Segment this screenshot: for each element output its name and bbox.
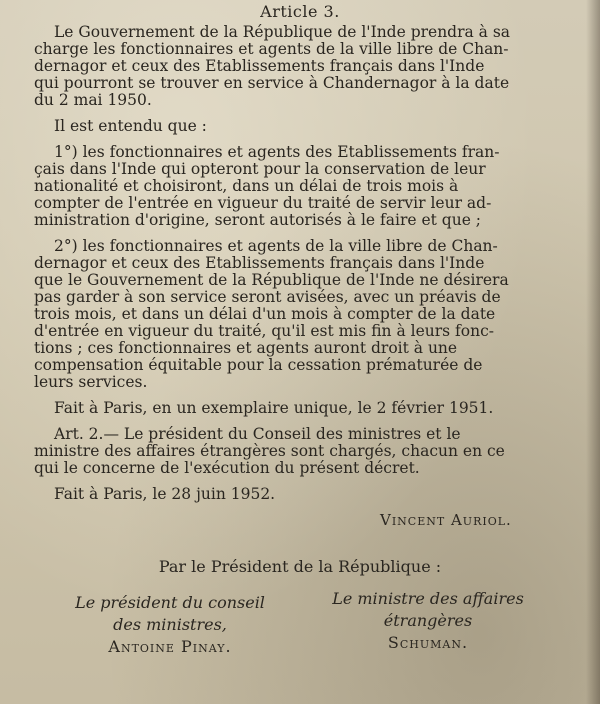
countersign-name: Antoine Pinay. xyxy=(108,637,232,656)
text-line: du 2 mai 1950. xyxy=(34,91,152,109)
text-line: nationalité et choisiront, dans un délai de trois mois à xyxy=(34,177,459,195)
text-line: Art. 2.— Le président du Conseil des ministres et le xyxy=(54,425,461,443)
text-line: çais dans l'Inde qui opteront pour la conservation de leur xyxy=(34,160,486,178)
paragraph-fait-1952 xyxy=(34,486,582,503)
page-fold-shadow xyxy=(586,0,600,704)
text-line: Fait à Paris, en un exemplaire unique, le 2 février 1951. xyxy=(54,399,494,417)
countersign-title: Le ministre des affaires xyxy=(332,589,524,608)
text-line: tions ; ces fonctionnaires et agents auront droit à une xyxy=(34,339,458,357)
text-line: dernagor et ceux des Etablissements français dans l'Inde xyxy=(34,57,485,75)
text-line: charge les fonctionnaires et agents de la ville libre de Chan- xyxy=(34,40,509,58)
text-line: compter de l'entrée en vigueur du traité de servir leur ad- xyxy=(34,194,492,212)
countersign-name: Schuman. xyxy=(387,633,469,652)
text-line: Fait à Paris, le 28 juin 1952. xyxy=(54,485,276,503)
paragraph-article-3 xyxy=(34,24,582,109)
text-line: 1°) les fonctionnaires et agents des Etablissements fran- xyxy=(54,143,500,161)
text-line: compensation équitable pour la cessation prématurée de xyxy=(34,356,483,374)
paragraph-il-est-entendu xyxy=(34,118,582,135)
article-heading: Article 3. xyxy=(260,2,340,21)
text-line: 2°) les fonctionnaires et agents de la ville libre de Chan- xyxy=(54,237,498,255)
countersign-title: Le président du conseil xyxy=(75,593,265,612)
text-line: ministration d'origine, seront autorisés à le faire et que ; xyxy=(34,211,482,229)
text-line: Le Gouvernement de la République de l'Inde prendra à sa xyxy=(54,23,511,41)
text-line: d'entrée en vigueur du traité, qu'il est mis fin à leurs fonc- xyxy=(34,322,494,340)
countersignature-left xyxy=(50,592,290,658)
text-line: leurs services. xyxy=(34,373,148,391)
text-line: qui pourront se trouver en service à Chandernagor à la date xyxy=(34,74,510,92)
text-line: que le Gouvernement de la République de l'Inde ne désirera xyxy=(34,271,509,289)
text-line: qui le concerne de l'exécution du présent décret. xyxy=(34,459,420,477)
paragraph-point-1 xyxy=(34,144,582,229)
text-line: trois mois, et dans un délai d'un mois à compter de la date xyxy=(34,305,496,323)
text-line: dernagor et ceux des Etablissements français dans l'Inde xyxy=(34,254,485,272)
signature-president: Vincent Auriol. xyxy=(380,511,512,529)
text-line: pas garder à son service seront avisées, avec un préavis de xyxy=(34,288,501,306)
paragraph-point-2 xyxy=(34,238,582,391)
countersign-title: étrangères xyxy=(383,611,473,630)
document-body xyxy=(34,24,582,512)
par-le-president-line: Par le Président de la République : xyxy=(158,557,442,576)
countersign-title: des ministres, xyxy=(113,615,227,634)
paragraph-fait-1951 xyxy=(34,400,582,417)
countersignature-right xyxy=(308,588,548,654)
text-line: Il est entendu que : xyxy=(54,117,207,135)
text-line: ministre des affaires étrangères sont chargés, chacun en ce xyxy=(34,442,505,460)
paragraph-article-2 xyxy=(34,426,582,477)
